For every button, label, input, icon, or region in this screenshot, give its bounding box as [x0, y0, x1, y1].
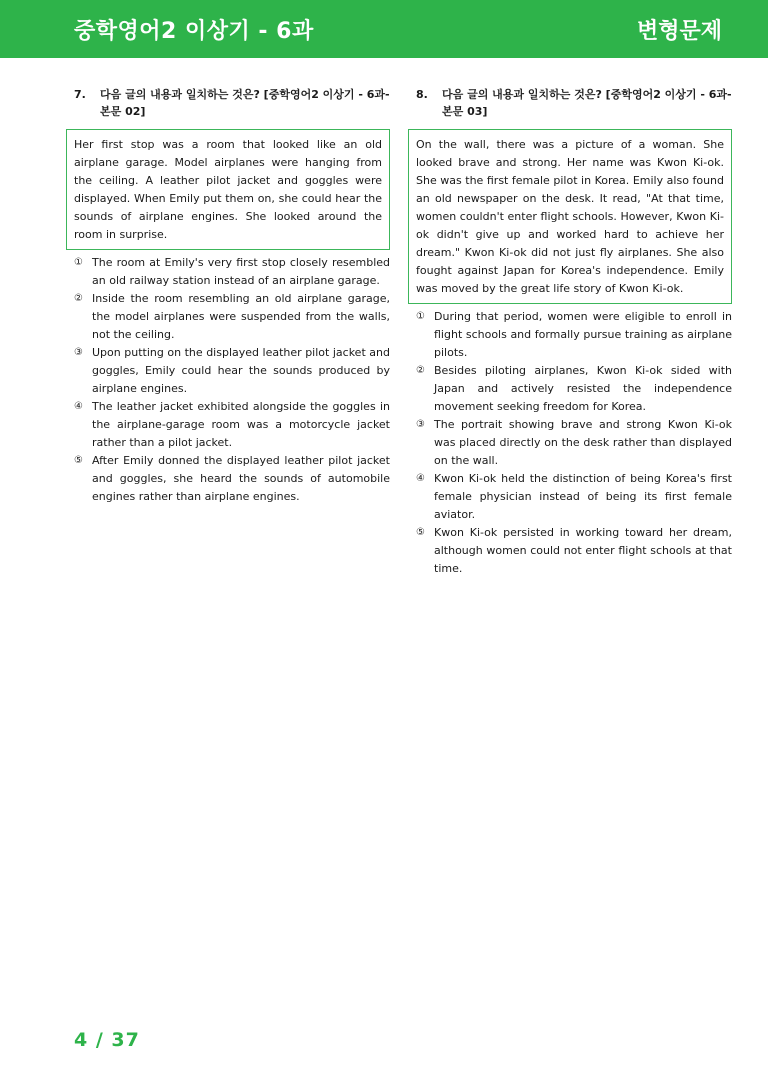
question-header	[66, 86, 390, 120]
document-type-label: 변형문제	[636, 19, 722, 44]
option-5[interactable]	[416, 524, 732, 578]
option-marker: ①	[74, 257, 83, 268]
question-prompt: 다음 글의 내용과 일치하는 것은? [중학영어2 이상기 - 6과-본문 03]	[442, 88, 732, 118]
passage-box: On the wall, there was a picture of a woman. She looked brave and strong. Her name was Kwon Ki-ok. She was the first female pilot in Korea. Emily also found an old newspaper on the desk. It read, "At that time, women couldn't enter flight schools. However, Kwon Ki-ok didn't give up and worked hard to achieve her dream." Kwon Ki-ok did not just fly airplanes. She also fought against Japan for Korea's independence. Emily was moved by the great life story of Kwon Ki-ok.	[408, 129, 732, 304]
answer-options	[66, 254, 390, 506]
option-5[interactable]	[74, 452, 390, 506]
document-title: 중학영어2 이상기 - 6과	[74, 19, 314, 44]
option-text: During that period, women were eligible to enroll in flight schools and formally pursue training as airplane pilots.	[434, 310, 732, 359]
option-text: Kwon Ki-ok held the distinction of being Korea's first female physician instead of being its first female aviator.	[434, 472, 732, 521]
option-marker: ④	[416, 473, 425, 484]
page-header	[0, 0, 768, 58]
page-number: 4 / 37	[74, 1029, 140, 1051]
option-2[interactable]	[416, 362, 732, 416]
question-header	[408, 86, 732, 120]
option-text: The leather jacket exhibited alongside the goggles in the airplane-garage room was a motorcycle jacket rather than a pilot jacket.	[92, 400, 390, 449]
option-marker: ⑤	[416, 527, 425, 538]
question-prompt: 다음 글의 내용과 일치하는 것은? [중학영어2 이상기 - 6과-본문 02]	[100, 88, 390, 118]
option-1[interactable]	[416, 308, 732, 362]
option-text: The room at Emily's very first stop closely resembled an old railway station instead of an airplane garage.	[92, 256, 390, 287]
option-text: The portrait showing brave and strong Kwon Ki-ok was placed directly on the desk rather than displayed on the wall.	[434, 418, 732, 467]
option-text: Besides piloting airplanes, Kwon Ki-ok sided with Japan and actively resisted the independence movement seeking freedom for Korea.	[434, 364, 732, 413]
option-marker: ②	[416, 365, 425, 376]
option-marker: ⑤	[74, 455, 83, 466]
option-text: Inside the room resembling an old airplane garage, the model airplanes were suspended from the walls, not the ceiling.	[92, 292, 390, 341]
option-marker: ④	[74, 401, 83, 412]
option-text: Upon putting on the displayed leather pilot jacket and goggles, Emily could hear the sounds produced by airplane engines.	[92, 346, 390, 395]
option-4[interactable]	[416, 470, 732, 524]
option-marker: ①	[416, 311, 425, 322]
question-8	[408, 86, 732, 578]
option-text: Kwon Ki-ok persisted in working toward her dream, although women could not enter flight schools at that time.	[434, 526, 732, 575]
answer-options	[408, 308, 732, 578]
question-number: 8.	[416, 88, 428, 101]
option-text: After Emily donned the displayed leather pilot jacket and goggles, she heard the sounds of automobile engines rather than airplane engines.	[92, 454, 390, 503]
question-number: 7.	[74, 88, 86, 101]
option-3[interactable]	[416, 416, 732, 470]
question-7	[66, 86, 390, 506]
passage-box: Her first stop was a room that looked like an old airplane garage. Model airplanes were hanging from the ceiling. A leather pilot jacket and goggles were displayed. When Emily put them on, she could hear the sounds of airplane engines. She looked around the room in surprise.	[66, 129, 390, 250]
option-3[interactable]	[74, 344, 390, 398]
option-4[interactable]	[74, 398, 390, 452]
option-marker: ③	[416, 419, 425, 430]
option-2[interactable]	[74, 290, 390, 344]
option-marker: ③	[74, 347, 83, 358]
option-marker: ②	[74, 293, 83, 304]
option-1[interactable]	[74, 254, 390, 290]
